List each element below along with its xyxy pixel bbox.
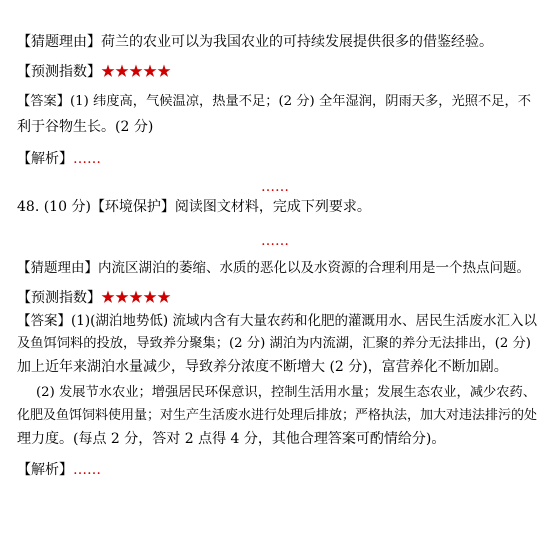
index-label: 【预测指数】 <box>17 64 101 80</box>
answer-text: (1)(湖泊地势低) 流域内含有大量农药和化肥的灌溉用水、居民生活废水汇入以 <box>71 313 537 329</box>
analysis-ellipsis: …… <box>73 151 101 167</box>
answer-line-2d <box>36 383 536 403</box>
answer-text: (1) 纬度高，气候温凉，热量不足；(2 分) 全年湿润，阴雨天多，光照不足，不 <box>70 94 531 109</box>
answer-text: 及鱼饵饲料的投放，导致养分聚集；(2 分) 湖泊为内流湖，汇聚的养分无法排出，(2 分) <box>17 336 531 351</box>
question-text: 48. (10 分)【环境保护】阅读图文材料，完成下列要求。 <box>17 199 371 215</box>
answer-text: 化肥及鱼饵饲料使用量；对生产生活废水进行处理后排放；严格执法，加大对违法排污的处 <box>17 408 538 423</box>
rating-stars: ★★★★★ <box>101 64 171 80</box>
answer-line-2a <box>17 311 536 331</box>
answer-text: 加上近年来湖泊水量减少，导致养分浓度不断增大 (2 分)，富营养化不断加剧。 <box>17 359 508 375</box>
question-48 <box>17 197 536 217</box>
answer-text: (2) 发展节水农业；增强居民环保意识，控制生活用水量；发展生态农业，减少农药、 <box>36 385 536 400</box>
analysis-line-1 <box>17 149 536 169</box>
analysis-label: 【解析】 <box>17 462 73 478</box>
reason-label: 【猜题理由】 <box>17 260 98 276</box>
reason-line-2 <box>17 258 536 278</box>
reason-text: 内流区湖泊的萎缩、水质的恶化以及水资源的合理利用是一个热点问题。 <box>98 260 530 276</box>
analysis-label: 【解析】 <box>17 151 73 167</box>
answer-label: 【答案】 <box>17 313 71 329</box>
reason-label: 【猜题理由】 <box>17 34 101 50</box>
reason-text: 荷兰的农业可以为我国农业的可持续发展提供很多的借鉴经验。 <box>101 34 493 50</box>
separator-ellipsis: …… <box>261 233 289 249</box>
answer-text: 理力度。(每点 2 分，答对 2 点得 4 分，其他合理答案可酌情给分)。 <box>17 431 446 447</box>
reason-line-1 <box>17 32 536 52</box>
answer-line-2f <box>17 429 536 449</box>
analysis-ellipsis: …… <box>73 462 101 478</box>
index-label: 【预测指数】 <box>17 290 101 306</box>
answer-line-2e <box>17 406 536 426</box>
answer-line-2b <box>17 334 536 354</box>
answer-line-2c <box>17 357 536 377</box>
rating-stars: ★★★★★ <box>101 290 171 306</box>
answer-line-1a <box>17 92 536 112</box>
index-line-2 <box>17 288 536 308</box>
answer-label: 【答案】 <box>17 94 71 109</box>
separator-ellipsis: …… <box>261 179 289 195</box>
answer-line-1b <box>17 117 536 137</box>
answer-text: 利于谷物生长。(2 分) <box>17 119 154 135</box>
index-line-1 <box>17 62 536 82</box>
analysis-line-2 <box>17 460 536 480</box>
